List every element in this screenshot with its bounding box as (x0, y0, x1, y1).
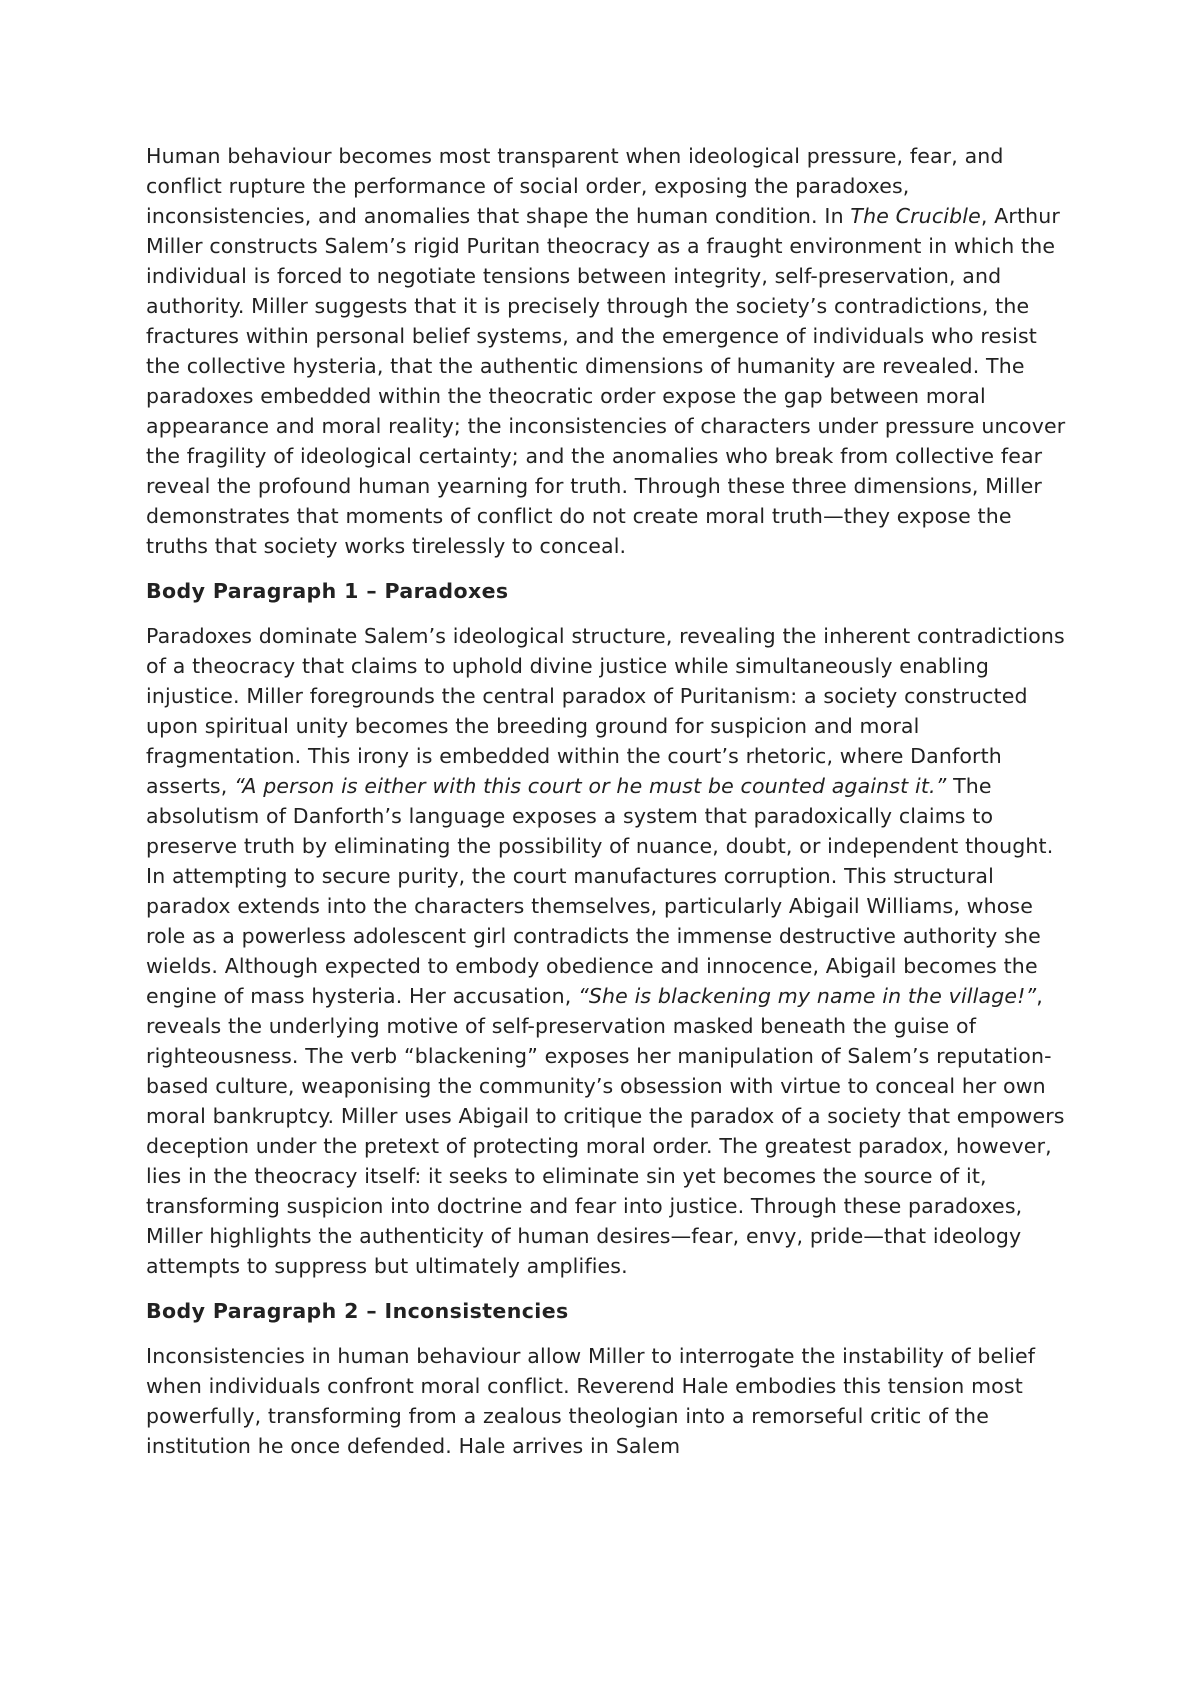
body2-heading: Body Paragraph 2 – Inconsistencies (146, 1299, 569, 1323)
intro-title-italic: The Crucible (850, 204, 981, 228)
body2-paragraph: Inconsistencies in human behaviour allow Miller to interrogate the instability of belief when individuals confront moral conflict. Reverend Hale embodies this tension most powerfully, transforming from a zealous theologian into a remorseful critic of the institution he once defended. Hale arrives in Salem (146, 1344, 1036, 1458)
body1-quote-1: “A person is either with this court or he must be counted against it.” (234, 774, 947, 798)
body1-quote-2: “She is blackening my name in the village!” (578, 984, 1037, 1008)
body1-heading: Body Paragraph 1 – Paradoxes (146, 579, 509, 603)
body1-text-1: Paradoxes dominate Salem’s ideological structure, revealing the inherent contradictions of a theocracy that claims to uphold divine justice while simultaneously enabling injustice. Miller foregrounds the central paradox of Puritanism: a society constructed upon spiritual unity becomes the breeding ground for suspicion and moral fragmentation. This irony is embedded within the court’s rhetoric, where Danforth asserts, (146, 624, 1065, 798)
intro-text-1: Human behaviour becomes most transparent when ideological pressure, fear, and conflict rupture the performance of social order, exposing the paradoxes, inconsistencies, and anomalies that shape the human condition. In (146, 144, 1004, 228)
body1-text-2: The absolutism of Danforth’s language exposes a system that paradoxically claims to preserve truth by eliminating the possibility of nuance, doubt, or independent thought. In attempting to secure purity, the court manufactures corruption. This structural paradox extends into the characters themselves, particularly Abigail Williams, whose role as a powerless adolescent girl contradicts the immense destructive authority she wields. Although expected to embody obedience and innocence, Abigail becomes the engine of mass hysteria. Her accusation, (146, 774, 1054, 1008)
body1-paragraph (146, 621, 1070, 1281)
body1-text-3: , reveals the underlying motive of self-preservation masked beneath the guise of righteousness. The verb “blackening” exposes her manipulation of Salem’s reputation-based culture, weaponising the community’s obsession with virtue to conceal her own moral bankruptcy. Miller uses Abigail to critique the paradox of a society that empowers deception under the pretext of protecting moral order. The greatest paradox, however, lies in the theocracy itself: it seeks to eliminate sin yet becomes the source of it, transforming suspicion into doctrine and fear into justice. Through these paradoxes, Miller highlights the authenticity of human desires—fear, envy, pride—that ideology attempts to suppress but ultimately amplifies. (146, 984, 1065, 1278)
intro-text-2: , Arthur Miller constructs Salem’s rigid Puritan theocracy as a fraught environment in which the individual is forced to negotiate tensions between integrity, self-preservation, and authority. Miller suggests that it is precisely through the society’s contradictions, the fractures within personal belief systems, and the emergence of individuals who resist the collective hysteria, that the authentic dimensions of humanity are revealed. The paradoxes embedded within the theocratic order expose the gap between moral appearance and moral reality; the inconsistencies of characters under pressure uncover the fragility of ideological certainty; and the anomalies who break from collective fear reveal the profound human yearning for truth. Through these three dimensions, Miller demonstrates that moments of conflict do not create moral truth—they expose the truths that society works tirelessly to conceal. (146, 204, 1066, 558)
intro-paragraph (146, 141, 1070, 561)
